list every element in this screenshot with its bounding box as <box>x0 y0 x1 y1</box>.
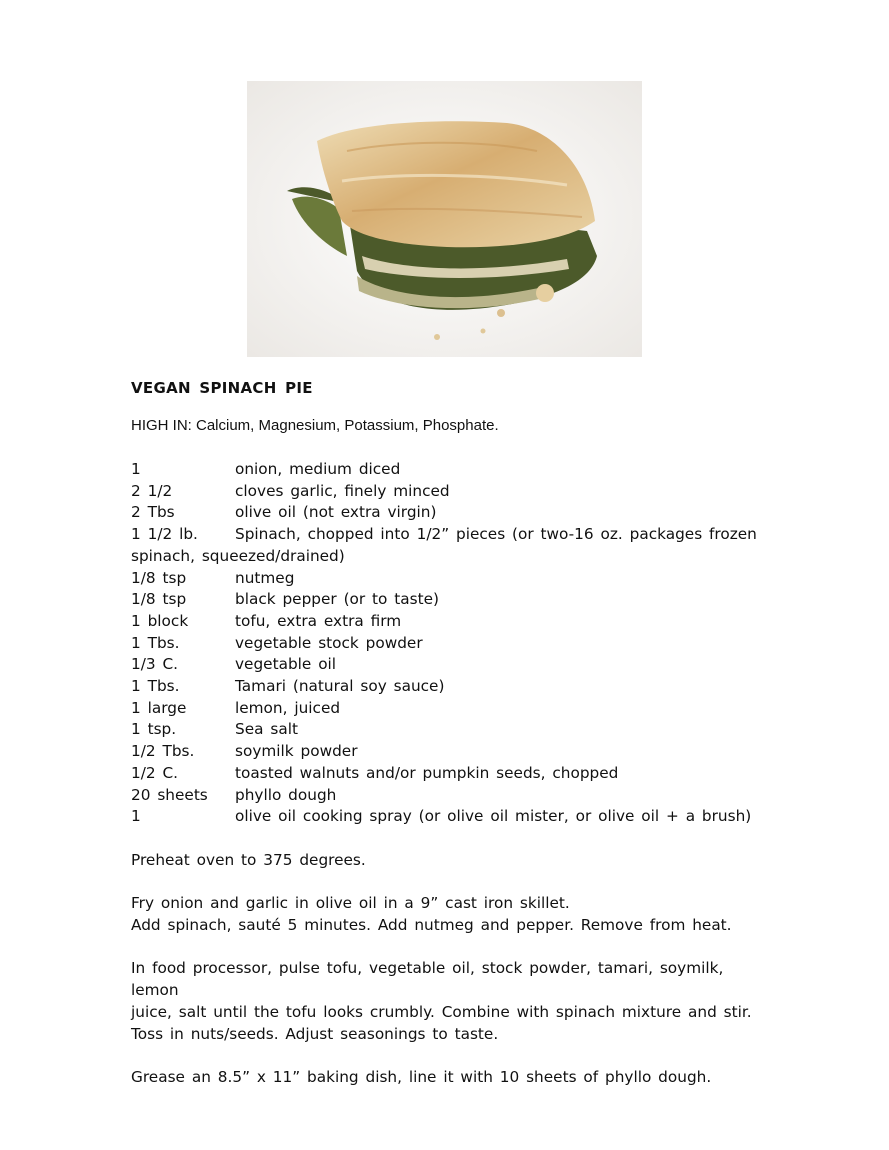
instruction-line: Grease an 8.5” x 11” baking dish, line it with 10 sheets of phyllo dough. <box>131 1067 712 1086</box>
ingredient-row <box>131 785 761 807</box>
ingredient-item: onion, medium diced <box>235 460 401 478</box>
instruction-step-fry <box>131 893 771 936</box>
ingredient-item: olive oil cooking spray (or olive oil mister, or olive oil + a brush) <box>235 807 752 826</box>
instruction-line: In food processor, pulse tofu, vegetable oil, stock powder, tamari, soymilk, lemon <box>131 959 724 1000</box>
ingredient-item: vegetable oil <box>235 655 337 674</box>
ingredient-row <box>131 806 761 828</box>
ingredient-row <box>131 524 761 567</box>
ingredient-quantity: 1 tsp. <box>131 720 177 739</box>
instruction-line: juice, salt until the tofu looks crumbly. Combine with spinach mixture and stir. <box>131 1002 752 1021</box>
ingredient-row <box>131 741 761 763</box>
ingredient-item: tofu, extra extra firm <box>235 611 402 630</box>
ingredient-quantity: 1/8 tsp <box>131 590 187 609</box>
instruction-line: Preheat oven to 375 degrees. <box>131 851 366 869</box>
ingredient-item: phyllo dough <box>235 785 337 804</box>
ingredient-row <box>131 698 761 720</box>
ingredient-row <box>131 654 761 676</box>
ingredient-row <box>131 568 761 590</box>
ingredient-quantity: 1 large <box>131 698 187 717</box>
ingredient-item: lemon, juiced <box>235 698 341 717</box>
ingredient-quantity: 2 1/2 <box>131 481 173 500</box>
ingredient-quantity: 1/8 tsp <box>131 568 187 587</box>
ingredient-quantity: 2 Tbs <box>131 503 175 522</box>
instruction-step-preheat <box>131 850 771 872</box>
ingredient-row <box>131 633 761 655</box>
ingredient-item: toasted walnuts and/or pumpkin seeds, chopped <box>235 763 619 782</box>
ingredient-item: vegetable stock powder <box>235 633 423 652</box>
ingredient-quantity: 1 Tbs. <box>131 677 180 696</box>
ingredient-row <box>131 589 761 611</box>
ingredient-item: black pepper (or to taste) <box>235 590 439 609</box>
ingredient-item: olive oil (not extra virgin) <box>235 503 437 522</box>
spinach-pie-photo <box>247 81 642 357</box>
spinach-pie-illustration <box>247 81 642 357</box>
ingredient-item: Sea salt <box>235 720 298 739</box>
ingredient-row <box>131 459 761 481</box>
ingredient-item: soymilk powder <box>235 742 358 761</box>
ingredient-quantity: 1 <box>131 807 141 826</box>
instruction-line: Fry onion and garlic in olive oil in a 9” cast iron skillet. <box>131 894 570 913</box>
ingredient-quantity: 1 block <box>131 611 189 630</box>
ingredient-quantity: 1/3 C. <box>131 655 179 674</box>
ingredient-quantity: 1 Tbs. <box>131 633 180 652</box>
ingredient-quantity: 1 <box>131 460 141 478</box>
ingredient-list <box>131 459 761 828</box>
ingredient-item: Tamari (natural soy sauce) <box>235 677 445 696</box>
nutrient-highlights: HIGH IN: Calcium, Magnesium, Potassium, Phosphate. <box>131 417 499 434</box>
instruction-step-grease <box>131 1067 771 1089</box>
ingredient-row <box>131 502 761 524</box>
instruction-line: Add spinach, sauté 5 minutes. Add nutmeg and pepper. Remove from heat. <box>131 916 732 935</box>
ingredient-row <box>131 676 761 698</box>
ingredient-quantity: 20 sheets <box>131 785 208 804</box>
instruction-step-process <box>131 958 771 1045</box>
ingredient-row <box>131 481 761 503</box>
instruction-line: Toss in nuts/seeds. Adjust seasonings to taste. <box>131 1024 499 1043</box>
ingredient-row <box>131 763 761 785</box>
ingredient-quantity: 1/2 C. <box>131 763 179 782</box>
ingredient-item: cloves garlic, finely minced <box>235 481 450 500</box>
ingredient-quantity: 1/2 Tbs. <box>131 742 195 761</box>
instructions <box>131 850 771 1110</box>
ingredient-item: nutmeg <box>235 568 295 587</box>
ingredient-quantity: 1 1/2 lb. <box>131 525 198 544</box>
ingredient-row <box>131 719 761 741</box>
recipe-title: VEGAN SPINACH PIE <box>131 379 313 397</box>
ingredient-row <box>131 611 761 633</box>
ingredient-item: Spinach, chopped into 1/2” pieces (or two-16 oz. packages frozen spinach, squeezed/drained) <box>131 525 757 565</box>
